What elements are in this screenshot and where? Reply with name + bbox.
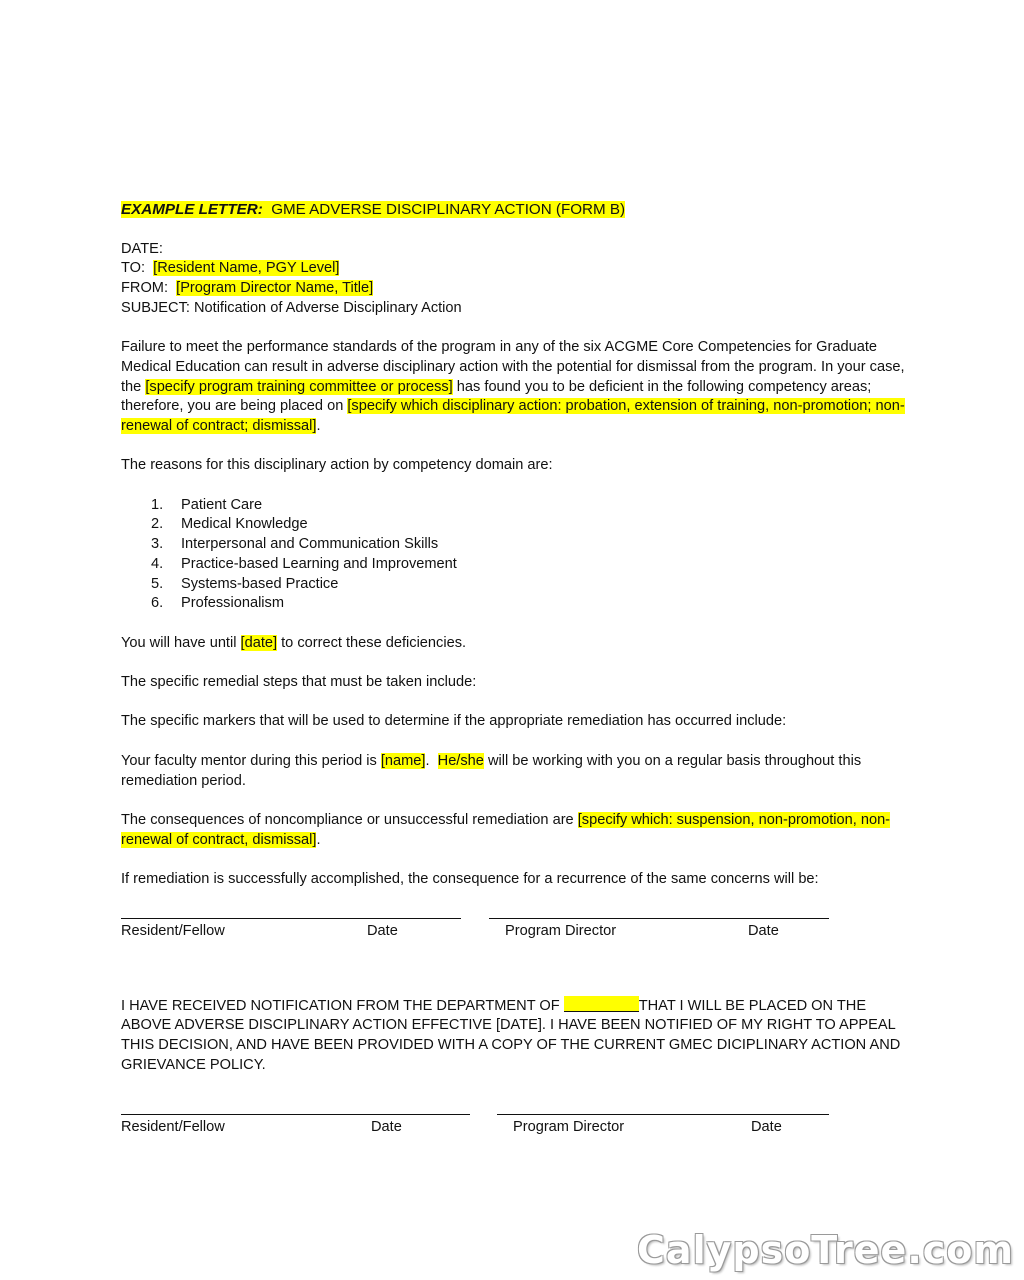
signature-label-date: Date — [371, 1118, 402, 1135]
remedial-steps-line: The specific remedial steps that must be taken include: — [121, 674, 477, 691]
intro-highlight-committee: [specify program training committee or process] — [145, 378, 453, 395]
consequences-highlight: [specify which: suspension, non-promotion, non-renewal of contract, dismissal] — [121, 811, 891, 848]
letter — [121, 200, 911, 1158]
list-item: 4. Practice-based Learning and Improvement — [151, 555, 457, 572]
to-line — [121, 259, 911, 279]
department-blank[interactable] — [564, 996, 639, 1012]
mentor-paragraph: Your faculty mentor during this period is [name]. He/she will be working with you on a regular basis throughout this remediation period. — [121, 752, 862, 789]
watermark-logo: CalypsoTree.com — [637, 1228, 1014, 1272]
intro-text-2: has found you to be deficient in the following competency areas; therefore, you are being placed on — [121, 378, 872, 415]
signature-line-resident — [121, 918, 461, 919]
subject-line: SUBJECT: Notification of Adverse Disciplinary Action — [121, 299, 462, 316]
intro-paragraph — [121, 338, 911, 437]
letter-title — [121, 200, 911, 220]
deadline-line: You will have until [date] to correct these deficiencies. — [121, 634, 467, 651]
list-item: 5. Systems-based Practice — [151, 575, 339, 592]
signature-label-director: Program Director — [505, 922, 617, 939]
intro-text-3: . — [316, 418, 321, 434]
signature-label-resident: Resident/Fellow — [121, 1118, 225, 1135]
reasons-intro: The reasons for this disciplinary action by competency domain are: — [121, 457, 553, 474]
intro-highlight-action: [specify which disciplinary action: probation, extension of training, non-promotion; non-renewal of contract; dismissal] — [121, 398, 905, 434]
list-item: 3. Interpersonal and Communication Skills — [151, 536, 439, 553]
signature-block-1 — [121, 918, 911, 962]
from-value: [Program Director Name, Title] — [176, 280, 374, 297]
signature-label-resident: Resident/Fellow — [121, 922, 225, 939]
from-label: FROM: — [121, 280, 169, 297]
signature-label-date: Date — [748, 922, 779, 939]
mentor-name-highlight: [name] — [380, 752, 426, 769]
signature-label-date: Date — [751, 1118, 782, 1135]
to-value: [Resident Name, PGY Level] — [153, 260, 340, 277]
date-line: DATE: — [121, 240, 163, 257]
recurrence-line: If remediation is successfully accomplished, the consequence for a recurrence of the same concerns will be: — [121, 871, 819, 888]
list-item: 2. Medical Knowledge — [151, 516, 308, 533]
list-item: 6. Professionalism — [151, 595, 285, 612]
title-lead: EXAMPLE LETTER: — [121, 201, 263, 218]
list-item: 1. Patient Care — [151, 496, 263, 513]
title-rest: GME ADVERSE DISCIPLINARY ACTION (FORM B) — [262, 201, 626, 218]
intro-text-1: Failure to meet the performance standards of the program in any of the six ACGME Core Competencies for Graduate Medical Education can result in adverse disciplinary action with the potential for dismissal from the program. In your case, the — [121, 339, 905, 395]
signature-label-date: Date — [367, 922, 398, 939]
markers-line: The specific markers that will be used to determine if the appropriate remediation has occurred include: — [121, 713, 787, 730]
reasons-list — [121, 496, 911, 614]
acknowledgment-paragraph: I HAVE RECEIVED NOTIFICATION FROM THE DEPARTMENT OF THAT I WILL BE PLACED ON THE ABOVE ADVERSE DISCIPLINARY ACTION EFFECTIVE [DATE]. I HAVE BEEN NOTIFIED OF MY RIGHT TO APPEAL THIS DECISION, AND HAVE BEEN PROVIDED WITH A COPY OF THE CURRENT GMEC DICIPLINARY ACTION AND GRIEVANCE POLICY. — [121, 997, 901, 1073]
signature-line-director — [497, 1114, 829, 1115]
signature-block-2 — [121, 1114, 911, 1158]
to-label: TO: — [121, 260, 146, 277]
mentor-pronoun-highlight: He/she — [437, 752, 484, 769]
signature-line-resident — [121, 1114, 470, 1115]
signature-line-director — [489, 918, 829, 919]
from-line — [121, 279, 911, 299]
deadline-date-highlight: [date] — [240, 634, 278, 651]
signature-label-director: Program Director — [513, 1118, 625, 1135]
consequences-paragraph: The consequences of noncompliance or unsuccessful remediation are [specify which: suspension, non-promotion, non-renewal of contract, dismissal]. — [121, 811, 891, 848]
